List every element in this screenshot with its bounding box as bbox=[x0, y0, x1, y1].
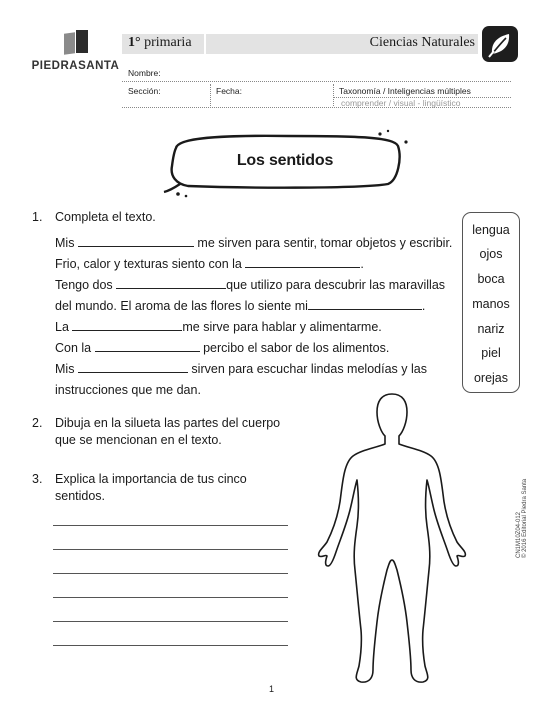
grade-text: primaria bbox=[144, 35, 192, 50]
document-code: CN1M10Z04-012 bbox=[516, 511, 522, 558]
answer-blank[interactable] bbox=[78, 364, 188, 373]
writing-line[interactable] bbox=[53, 573, 288, 574]
answer-blank[interactable] bbox=[78, 238, 194, 247]
text-line: Mis sirven para escuchar lindas melodías y las bbox=[55, 362, 427, 376]
taxonomy-label: Taxonomía / Inteligencias múltiples bbox=[339, 86, 471, 96]
copyright-text: © 2016 Editorial Piedra Santa bbox=[522, 478, 528, 558]
answer-blank[interactable] bbox=[95, 343, 200, 352]
text-line: Frio, calor y texturas siento con la . bbox=[55, 257, 364, 271]
word-bank-item: boca bbox=[477, 272, 505, 286]
page-number: 1 bbox=[269, 684, 275, 694]
grade-label bbox=[128, 35, 192, 51]
writing-line[interactable] bbox=[53, 549, 288, 550]
writing-line[interactable] bbox=[53, 645, 288, 646]
writing-line[interactable] bbox=[53, 621, 288, 622]
word-bank-item: lengua bbox=[472, 223, 510, 237]
exercise-2-text: Dibuja en la silueta las partes del cuerpo bbox=[55, 416, 281, 430]
answer-blank[interactable] bbox=[308, 301, 422, 310]
answer-blank[interactable] bbox=[245, 259, 360, 268]
word-bank-item: nariz bbox=[477, 322, 505, 336]
subject-label: Ciencias Naturales bbox=[369, 35, 475, 50]
exercise-3-text: sentidos. bbox=[55, 489, 106, 503]
exercise-1-prompt: Completa el texto. bbox=[55, 210, 156, 224]
name-line[interactable] bbox=[122, 81, 511, 82]
exercise-2-number: 2. bbox=[32, 416, 43, 430]
divider bbox=[210, 84, 211, 106]
word-bank-item: ojos bbox=[479, 247, 503, 261]
page-title: Los sentidos bbox=[236, 152, 334, 169]
text-line: Mis me sirven para sentir, tomar objetos y escribir. bbox=[55, 236, 453, 250]
grade-number: 1° bbox=[128, 35, 141, 50]
copyright-credit bbox=[516, 428, 528, 558]
name-label: Nombre: bbox=[128, 68, 161, 78]
exercise-3-text: Explica la importancia de tus cinco bbox=[55, 472, 247, 486]
section-line bbox=[122, 107, 511, 108]
text-line: del mundo. El aroma de las flores lo siente mi . bbox=[55, 299, 426, 313]
exercise-1-number: 1. bbox=[32, 210, 43, 224]
section-label: Sección: bbox=[128, 86, 161, 96]
word-bank-item: manos bbox=[472, 297, 510, 311]
exercise-3-number: 3. bbox=[32, 472, 43, 486]
book-icon bbox=[61, 30, 91, 56]
divider bbox=[333, 84, 334, 106]
exercise-2-text: que se mencionan en el texto. bbox=[55, 433, 222, 447]
answer-blank[interactable] bbox=[116, 280, 226, 289]
text-line: Tengo dos que utilizo para descubrir las maravillas bbox=[55, 278, 446, 292]
writing-line[interactable] bbox=[53, 597, 288, 598]
text-line: Con la percibo el sabor de los alimentos. bbox=[55, 341, 390, 355]
word-bank-item: orejas bbox=[473, 371, 509, 385]
text-line: La me sirve para hablar y alimentarme. bbox=[55, 320, 382, 334]
answer-blank[interactable] bbox=[72, 322, 182, 331]
taxonomy-value: comprender / visual - lingüístico bbox=[341, 98, 461, 108]
publisher-logo bbox=[28, 30, 123, 72]
publisher-name: PIEDRASANTA bbox=[31, 60, 120, 72]
text-line: instrucciones que me dan. bbox=[55, 383, 201, 397]
word-bank bbox=[462, 212, 520, 393]
title-banner bbox=[158, 128, 412, 198]
writing-line[interactable] bbox=[53, 525, 288, 526]
body-silhouette[interactable] bbox=[313, 390, 471, 686]
word-bank-item: piel bbox=[481, 346, 501, 360]
leaf-icon bbox=[482, 26, 518, 62]
date-label: Fecha: bbox=[216, 86, 242, 96]
